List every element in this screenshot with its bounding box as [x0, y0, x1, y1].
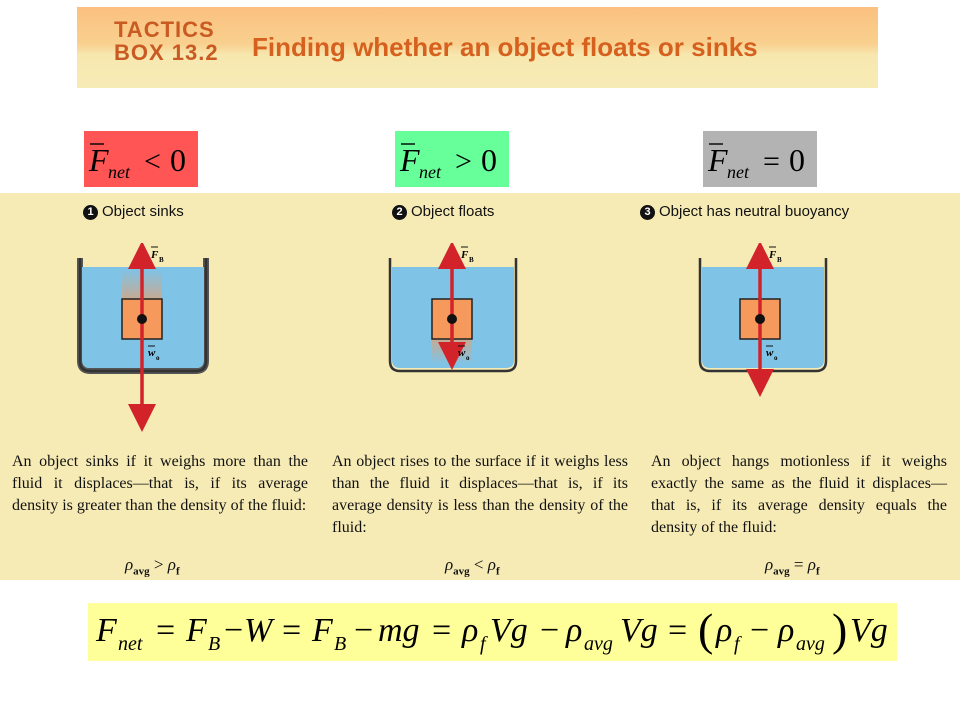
center-dot: [447, 314, 457, 324]
box-number-label: BOX 13.2: [114, 40, 219, 65]
svg-text:): ): [832, 604, 848, 655]
svg-text:net: net: [419, 162, 441, 182]
svg-text:ρ: ρ: [716, 612, 733, 649]
condition-formula-neutral: [703, 131, 817, 187]
net-force-equation: [88, 603, 897, 661]
step-number-badge: 3: [640, 205, 655, 220]
step-number-badge: 2: [392, 205, 407, 220]
case-description: An object hangs motionless if it weighs exactly the same as the fluid it displaces—that is, if its average density equals the density of the fluid:: [651, 453, 947, 536]
svg-text:B: B: [159, 256, 164, 264]
case-title-text: Object sinks: [102, 203, 184, 220]
svg-text:=: =: [282, 612, 302, 649]
case-neutral: [640, 193, 960, 580]
svg-text:>: >: [455, 145, 472, 178]
svg-text:0: 0: [481, 142, 497, 178]
svg-text:<: <: [144, 145, 161, 178]
svg-text:net: net: [108, 162, 130, 182]
case-description: An object sinks if it weighs more than the fluid it displaces—that is, if its average density is greater than the density of the fluid:: [12, 453, 308, 514]
svg-text:ρ: ρ: [566, 612, 583, 649]
svg-text:f: f: [734, 633, 740, 655]
cases-panel: [0, 193, 960, 580]
case-title: [392, 203, 494, 220]
svg-text:Vg: Vg: [620, 612, 658, 649]
svg-text:o: o: [156, 354, 160, 362]
svg-text:net: net: [118, 633, 143, 655]
buoyant-force-label: F: [461, 249, 469, 261]
net-force-formula: [88, 603, 897, 661]
svg-text:f: f: [480, 633, 486, 655]
svg-text:0: 0: [170, 142, 186, 178]
svg-text:B: B: [334, 633, 347, 655]
beaker-diagram-neutral: [692, 243, 842, 433]
svg-text:net: net: [727, 162, 749, 182]
weight-label: w: [458, 347, 466, 359]
svg-text:Vg: Vg: [850, 612, 888, 649]
case-title: [83, 203, 184, 220]
buoyant-force-label: F: [769, 249, 777, 261]
center-dot: [137, 314, 147, 324]
condition-box-neutral: [703, 131, 817, 187]
svg-text:0: 0: [789, 142, 805, 178]
case-sinks: [0, 193, 320, 580]
svg-text:W: W: [244, 612, 273, 649]
svg-text:−: −: [750, 612, 770, 649]
svg-text:−: −: [540, 612, 560, 649]
case-title: [640, 203, 849, 220]
svg-text:ρ: ρ: [462, 612, 479, 649]
svg-text:avg: avg: [584, 633, 613, 655]
beaker-diagram-sinks: [72, 243, 222, 433]
svg-text:o: o: [466, 354, 470, 362]
density-relation: $\rho_{avg} > \rho_f$: [125, 555, 180, 578]
tactics-box-header: [77, 7, 878, 88]
svg-text:B: B: [208, 633, 221, 655]
density-relation: $\rho_{avg} < \rho_f$: [445, 555, 500, 578]
case-title-text: Object floats: [411, 203, 495, 220]
svg-text:−: −: [224, 612, 244, 649]
svg-text:=: =: [668, 612, 688, 649]
svg-text:F: F: [186, 612, 207, 649]
svg-text:F: F: [89, 142, 109, 178]
weight-label: w: [766, 347, 774, 359]
density-relation: $\rho_{avg} = \rho_f$: [765, 555, 820, 578]
header-title: Finding whether an object floats or sinks: [252, 32, 758, 62]
svg-text:F: F: [96, 612, 117, 649]
case-title-text: Object has neutral buoyancy: [659, 203, 850, 220]
condition-box-floats: [395, 131, 509, 187]
svg-text:(: (: [698, 604, 714, 655]
svg-text:o: o: [774, 354, 778, 362]
svg-text:F: F: [400, 142, 420, 178]
svg-text:B: B: [469, 256, 474, 264]
svg-text:B: B: [777, 256, 782, 264]
svg-text:mg: mg: [378, 612, 420, 649]
svg-text:Vg: Vg: [490, 612, 528, 649]
weight-label: w: [148, 347, 156, 359]
condition-box-sinks: [84, 131, 198, 187]
svg-text:=: =: [763, 145, 780, 178]
center-dot: [755, 314, 765, 324]
beaker-diagram-floats: [382, 243, 532, 433]
tactics-box-label: [114, 18, 219, 64]
svg-text:=: =: [156, 612, 176, 649]
svg-text:F: F: [312, 612, 333, 649]
condition-formula-floats: [395, 131, 509, 187]
svg-text:−: −: [354, 612, 374, 649]
svg-text:avg: avg: [796, 633, 825, 655]
svg-text:F: F: [708, 142, 728, 178]
case-floats: [320, 193, 640, 580]
case-description: An object rises to the surface if it weighs less than the fluid it displaces—that is, if its average density is less than the density of the fluid:: [332, 453, 628, 536]
condition-formula-sinks: [84, 131, 198, 187]
svg-text:=: =: [432, 612, 452, 649]
svg-text:ρ: ρ: [778, 612, 795, 649]
step-number-badge: 1: [83, 205, 98, 220]
buoyant-force-label: F: [151, 249, 159, 261]
tactics-label: TACTICS: [114, 17, 215, 42]
